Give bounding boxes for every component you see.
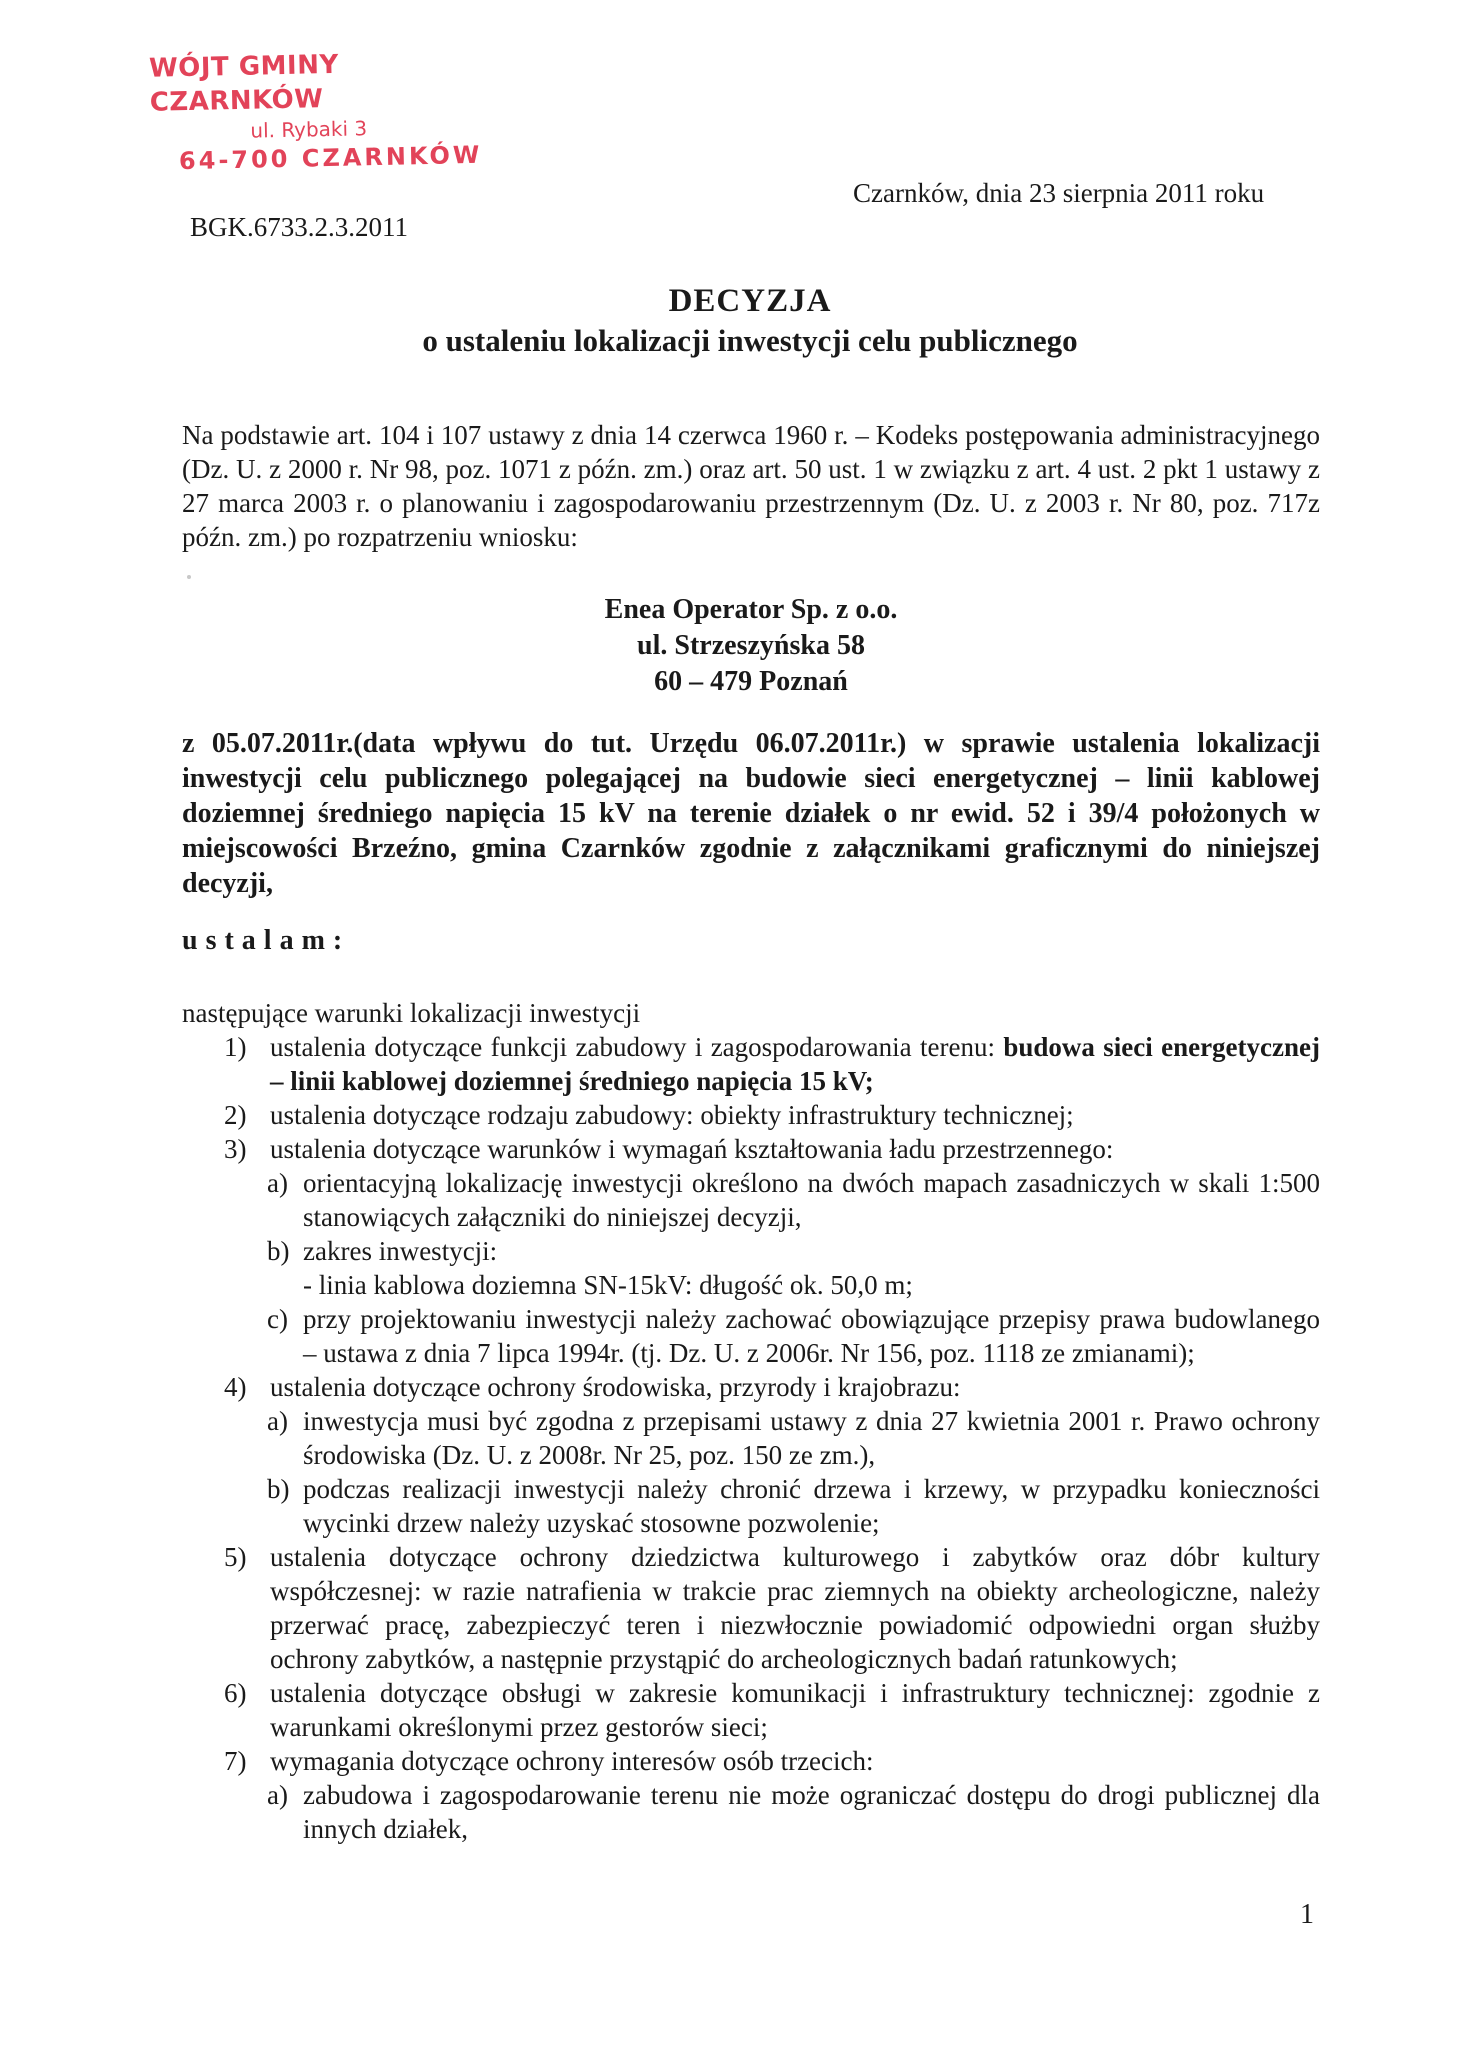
condition-item-4a xyxy=(182,1404,1320,1472)
condition-item-4b xyxy=(182,1472,1320,1540)
subitem-letter: c) xyxy=(267,1304,288,1334)
item-text: ustalenia dotyczące warunków i wymagań kształtowania ładu przestrzennego: xyxy=(270,1134,1114,1164)
request-paragraph xyxy=(182,726,1320,901)
margin-mark xyxy=(187,575,191,579)
request-subject: w sprawie ustalenia lokalizacji inwestycji celu publicznego polegającej na budowie sieci energetycznej – linii kablowej doziemnej średniego napięcia 15 kV na terenie działek o nr ewid. 52 i 39/4 położonych w miejscowości Brzeźno, gmina Czarnków zgodnie z załącznikami graficznymi do niniejszej decyzji, xyxy=(182,728,1321,899)
subitem-letter: a) xyxy=(267,1780,288,1810)
request-date: z 05.07.2011r.(data wpływu do tut. Urzędu 06.07.2011r.) xyxy=(182,728,907,759)
stamp-line-1: WÓJT GMINY CZARNKÓW xyxy=(148,49,340,118)
condition-item-3a xyxy=(182,1166,1320,1234)
item-number: 7) xyxy=(224,1746,247,1776)
place-date: Czarnków, dnia 23 sierpnia 2011 roku xyxy=(853,178,1265,208)
applicant-name: Enea Operator Sp. z o.o. xyxy=(604,594,898,625)
item-number: 6) xyxy=(224,1678,247,1708)
subitem-letter: b) xyxy=(267,1236,290,1266)
item-number: 1) xyxy=(224,1032,247,1062)
subitem-letter: a) xyxy=(267,1406,288,1436)
item-number: 2) xyxy=(224,1100,247,1130)
condition-item-1 xyxy=(182,1030,1320,1098)
subitem-text: inwestycja musi być zgodna z przepisami ustawy z dnia 27 kwietnia 2001 r. Prawo ochrony środowiska (Dz. U. z 2008r. Nr 25, poz. 150 ze zm.), xyxy=(303,1406,1320,1470)
condition-item-5 xyxy=(182,1540,1320,1676)
item-text: wymagania dotyczące ochrony interesów osób trzecich: xyxy=(270,1746,874,1776)
condition-item-3 xyxy=(182,1132,1320,1166)
reference-number: BGK.6733.2.3.2011 xyxy=(190,212,409,242)
condition-item-3c xyxy=(182,1302,1320,1370)
item-text: ustalenia dotyczące ochrony środowiska, przyrody i krajobrazu: xyxy=(270,1372,961,1402)
subitem-text: zabudowa i zagospodarowanie terenu nie może ograniczać dostępu do drogi publicznej dla innych działek, xyxy=(303,1780,1320,1844)
item-text: ustalenia dotyczące obsługi w zakresie komunikacji i infrastruktury technicznej: zgodnie z warunkami określonymi przez gestorów sieci; xyxy=(270,1678,1320,1742)
document-title: DECYZJA xyxy=(668,283,832,319)
subitem-text: podczas realizacji inwestycji należy chronić drzewa i krzewy, w przypadku konieczności wycinki drzew należy uzyskać stosowne pozwolenie; xyxy=(303,1474,1320,1538)
conditions-intro: następujące warunki lokalizacji inwestycji xyxy=(182,998,641,1028)
item-text: ustalenia dotyczące rodzaju zabudowy: obiekty infrastruktury technicznej; xyxy=(270,1100,1074,1130)
applicant-city: 60 – 479 Poznań xyxy=(654,666,848,697)
condition-item-7 xyxy=(182,1744,1320,1778)
condition-item-6 xyxy=(182,1676,1320,1744)
legal-basis-paragraph: Na podstawie art. 104 i 107 ustawy z dnia 14 czerwca 1960 r. – Kodeks postępowania administracyjnego (Dz. U. z 2000 r. Nr 98, poz. 1071 z późn. zm.) oraz art. 50 ust. 1 w związku z art. 4 ust. 2 pkt 1 ustawy z 27 marca 2003 r. o planowaniu i zagospodarowaniu przestrzennym (Dz. U. z 2003 r. Nr 80, poz. 717z późn. zm.) po rozpatrzeniu wniosku: xyxy=(182,420,1320,552)
condition-item-2 xyxy=(182,1098,1320,1132)
condition-item-3b-dash: - linia kablowa doziemna SN-15kV: długość ok. 50,0 m; xyxy=(303,1270,913,1300)
subitem-text: orientacyjną lokalizację inwestycji określono na dwóch mapach zasadniczych w skali 1:500 stanowiących załączniki do niniejszej decyzji, xyxy=(303,1168,1320,1232)
document-subtitle: o ustaleniu lokalizacji inwestycji celu publicznego xyxy=(422,323,1078,358)
stamp-line-2: ul. Rybaki 3 xyxy=(250,116,368,143)
applicant-street: ul. Strzeszyńska 58 xyxy=(637,630,865,661)
decision-word: ustalam: xyxy=(182,925,351,956)
item-text: ustalenia dotyczące ochrony dziedzictwa kulturowego i zabytków oraz dóbr kultury współczesnej: w razie natrafienia w trakcie prac ziemnych na obiekty archeologiczne, należy przerwać pracę, zabezpieczyć teren i niezwłocznie powiadomić odpowiedni organ służby ochrony zabytków, a następnie przystąpić do archeologicznych badań ratunkowych; xyxy=(270,1542,1320,1674)
page-number: 1 xyxy=(1300,1899,1314,1930)
item-bold-text: budowa sieci energetycznej – linii kablowej doziemnej średniego napięcia 15 kV; xyxy=(270,1032,1320,1096)
condition-item-7a xyxy=(182,1778,1320,1846)
subitem-letter: a) xyxy=(267,1168,288,1198)
condition-item-3b xyxy=(182,1234,1320,1268)
stamp-line-3: 64-700 CZARNKÓW xyxy=(178,140,483,176)
conditions-section xyxy=(182,996,1320,1846)
item-number: 3) xyxy=(224,1134,247,1164)
office-stamp xyxy=(149,44,512,178)
item-number: 4) xyxy=(224,1372,247,1402)
item-text: ustalenia dotyczące funkcji zabudowy i zagospodarowania terenu: xyxy=(270,1032,1004,1062)
subitem-text: zakres inwestycji: xyxy=(303,1236,498,1266)
condition-item-4 xyxy=(182,1370,1320,1404)
subitem-text: przy projektowaniu inwestycji należy zachować obowiązujące przepisy prawa budowlanego – ustawa z dnia 7 lipca 1994r. (tj. Dz. U. z 2006r. Nr 156, poz. 1118 ze zmianami); xyxy=(303,1304,1320,1368)
subitem-letter: b) xyxy=(267,1474,290,1504)
item-number: 5) xyxy=(224,1542,247,1572)
